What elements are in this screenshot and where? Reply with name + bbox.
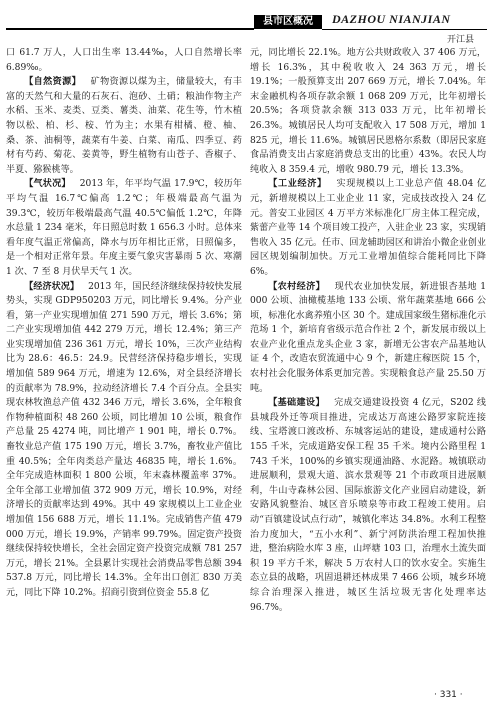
section-heading: 【农村经济】 — [268, 281, 326, 292]
paragraph-text: 完成交通建设投资 4 亿元，S202 线县城段外迁等项目推进，完成达万高速公路罗家院连接线、宝塔渡口渡改桥、东城客运站的建设，建成通村公路 155 千米，完成道路安保工程 35 千米。境内公路里程 1 743 千米，100%的乡镇实现通油路、水泥路。城镇联动进展顺利，景观大道、滨水景观等 21 个市政项目进展顺利，牛山寺森林公园、国际旅游文化产业园启动建设，新安路风貌整治、城区音乐喷泉等市政工程竣工使用。启动“百镇建设试点行动”，城镇化率达 34.8%。水利工程整治力度加大，“五小水利”、新宁河防洪治理工程加快推进，整治病险水库 3 座，山坪塘 103 口，治理水土流失面积 19 平方千米，解决 5 万农村人口的饮水安全。实施生态立县的战略，巩固退耕还林成果 7 466 公顷，城乡环境综合治理深入推进，城区生活垃圾无害化处理率达 96.7%。 — [250, 398, 486, 613]
paragraph-text: 元，同比增长 22.1%。地方公共财政收入 37 406 万元，增长 16.3%，其中税收收入 24 363 万元，增长 19.1%；一般预算支出 207 669 万元，增长 7.04%。年末金融机构各项存款余额 1 068 209 万元，比年初增长 20.5%；各项贷款余额 313 033 万元，比年初增长 26.3%。城镇居民人均可支配收入 17 508 万元，增加 1 825 元，增长 11.6%。城镇居民恩格尔系数（即居民家庭食品消费支出占家庭消费总支出的比重）43%。农民人均纯收入 8 359.4 元，增收 980.79 元，增长 13.3%。 — [250, 48, 486, 175]
section-heading: 【经济状况】 — [24, 281, 79, 292]
paragraph — [250, 396, 486, 615]
paragraph — [6, 280, 242, 601]
right-column — [250, 46, 486, 615]
page-number: · 331 · — [434, 690, 463, 700]
section-heading: 【工业经济】 — [268, 179, 327, 190]
header-rule-right — [322, 29, 487, 30]
paragraph — [6, 177, 242, 279]
header-rule-left — [6, 28, 254, 30]
paragraph-text: 2013 年，年平均气温 17.9℃，较历年平均气温 16.7℃偏高 1.2℃；年极端最高气温为 39.3℃，较历年极端最高气温 40.5℃偏低 1.2℃，年降水总量 1 234 毫米，年日照总时数 1 656.3 小时。总体来看年度气温正常偏高，降水与历年相比正常，日照偏多，是一个相对正常年景。年度主要气象灾害暴雨 5 次、寒潮 1 次、7 至 8 月伏旱天气 1 次。 — [6, 179, 242, 277]
county-name: 开江县 — [447, 35, 475, 45]
paragraph — [250, 177, 486, 279]
page-header — [0, 0, 491, 45]
paragraph — [250, 280, 486, 397]
paragraph — [250, 46, 486, 177]
paragraph-text: 口 61.7 万人，人口出生率 13.44‰，人口自然增长率 6.89‰。 — [6, 48, 242, 73]
left-column — [6, 46, 242, 601]
paragraph-text: 矿物资源以煤为主，储量较大，有丰富的天然气和大量的石灰石、泡砂、土硝；粮油作物主产水稻、玉米、麦类、豆类、薯类、油菜、花生等，竹木植物以松、柏、杉、桉、竹为主；水果有柑橘、橙、柚、桑、茶、油桐等，蔬菜有牛姜、白菜、南瓜、四季豆、药材有芍药、菊花、姜黄等，野生植物有山苍子、香椒子、半夏、猕猴桃等。 — [6, 77, 242, 175]
paragraph-text: 现代农业加快发展，新进银杏基地 1 000 公顷、油橄榄基地 133 公顷、常年蔬菜基地 666 公顷，标准化水禽养殖小区 30 个。建成国家级生猪标准化示范场 1 个，新培育省级示范合作社 2 个，新发展市级以上农业产业化重点龙头企业 3 家，新增无公害农产品基地认证 4 个，改造农贸流通中心 9 个，新建庄稼医院 15 个，农村社会化服务体系更加完善。实现粮食总产量 25.50 万吨。 — [250, 281, 486, 394]
paragraph-text: 2013 年，国民经济继续保持较快发展势头，实现 GDP950203 万元，同比增长 9.4%。分产业看，第一产业实现增加值 271 590 万元，增长 3.6%；第二产业实现增加值 442 279 万元，增长 12.4%；第三产业实现增加值 236 361 万元，增长 10%，三次产业结构比为 28.6：46.5：24.9。民营经济保持稳步增长，实现增加值 589 964 万元，增速为 12.6%，对全县经济增长的贡献率为 78.9%，拉动经济增长 7.4 个百分点。全县实现农林牧渔总产值 432 346 万元，增长 3.6%，全年粮食作物种植面积 48 260 公顷，同比增加 10 公顷，粮食作产总量 25 4274 吨，同比增产 1 901 吨，增长 0.7%。畜牧业总产值 175 190 万元，增长 3.7%，畜牧业产值比重 40.5%；全年肉类总产量达 46835 吨，增长 1.6%。全年完成造林面积 1 800 公顷，年末森林覆盖率 37%。全年全部工业增加值 372 909 万元，增长 10.9%，对经济增长的贡献率达到 49%。其中 49 家规模以上工业企业增加值 156 688 万元，增长 11.1%。完成销售产值 479 000 万元，增长 19.9%，产销率 99.79%。固定资产投资继续保持较快增长，全社会固定资产投资完成额 781 257 万元，增长 21%。全县累计实现社会消费品零售总额 394 537.8 万元，同比增长 14.3%。全年出口创汇 830 万美元，同比下降 10.2%。招商引资到位资金 55.8 亿 — [6, 281, 242, 598]
yearbook-title: DAZHOU NIANJIAN — [332, 12, 451, 26]
paragraph — [6, 75, 242, 177]
paragraph-text: 实现规模以上工业总产值 48.04 亿元，新增规模以上工业企业 11 家，完成技改投入 24 亿元。普安工业园区 4 万平方米标准化厂房主体工程完成，紫蕾产业等 14 个项目竣工投产，入驻企业 23 家，实现销售收入 35 亿元。任市、回龙辅助园区和讲治小微企业创业园区规划编制加快。万元工业增加值综合能耗同比下降 6%。 — [250, 179, 486, 277]
section-tag: 县市区概况 — [254, 15, 322, 29]
section-heading: 【气状况】 — [24, 179, 71, 190]
section-heading: 【基础建设】 — [268, 398, 325, 409]
paragraph — [6, 46, 242, 75]
section-heading: 【自然资源】 — [24, 77, 82, 88]
